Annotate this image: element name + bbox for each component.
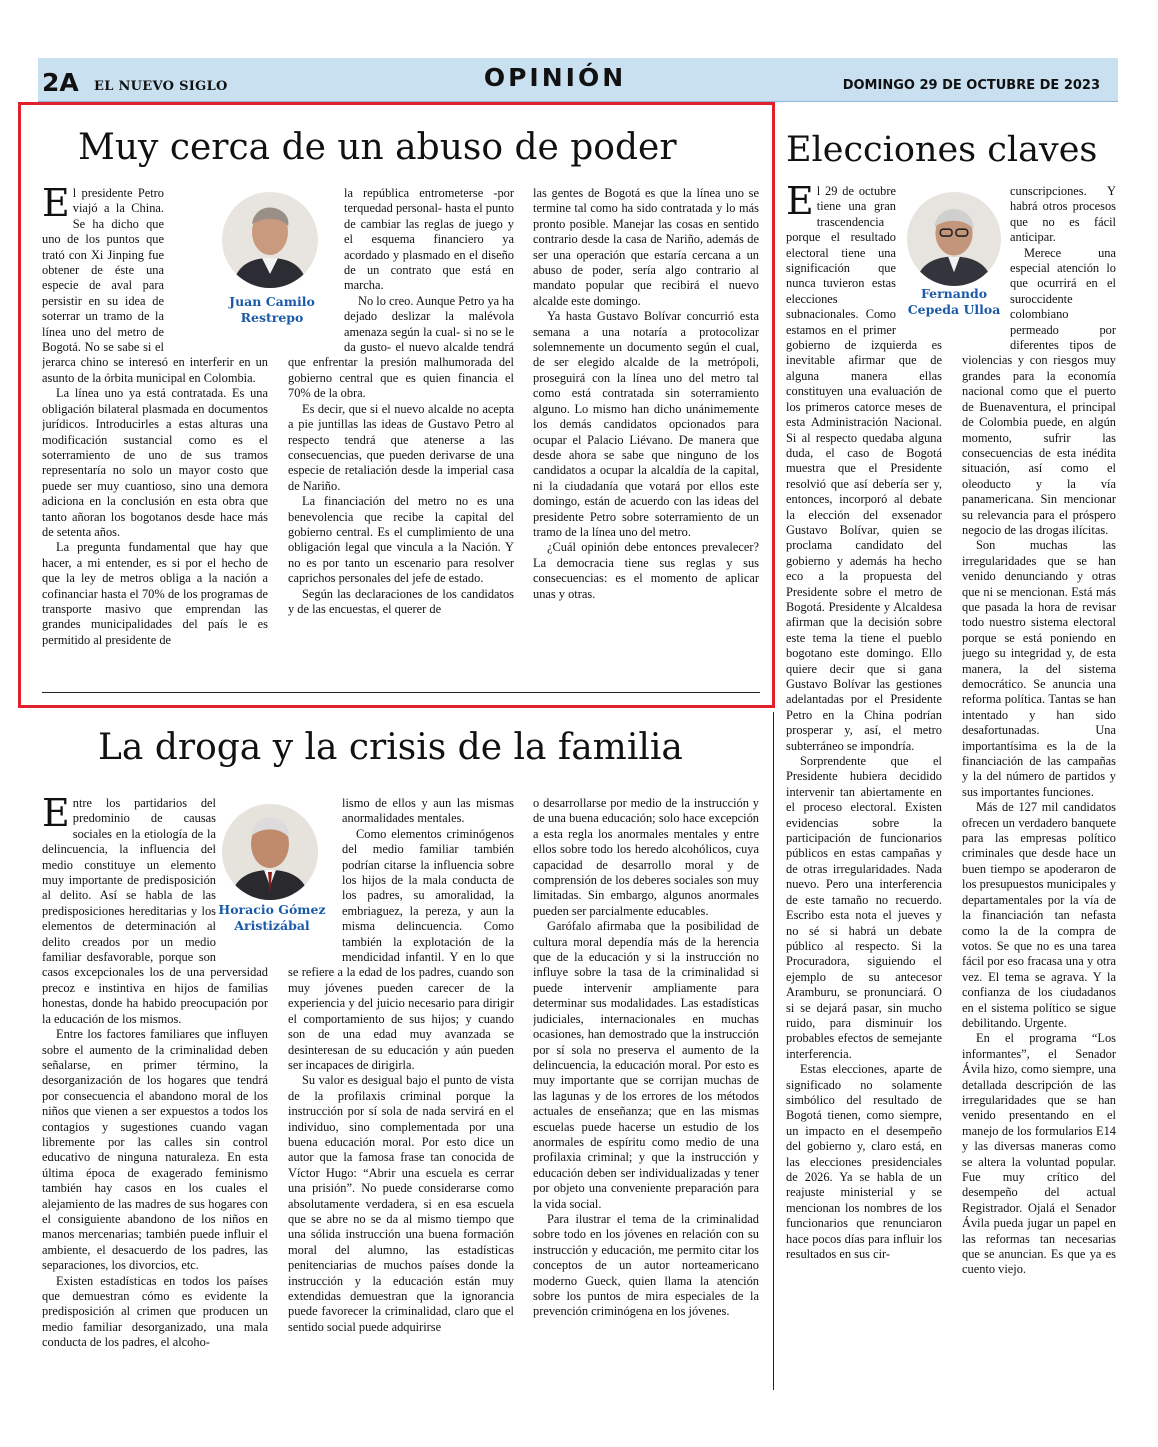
article2-paragraph: Entre los factores familiares que influyen sobre el aumento de la criminalidad deben señalarse, en primer término, la desorganización de los hogares que tendrá por consecuencia el abandono moral de los niños que vienen a ser expuestos a todos los contagios y sugestiones cuando vagan libremente por las calles sin control educativo de ninguna naturaleza. En esta última época de exagerado feminismo también hay casos en los cuales el alejamiento de las madres de sus hogares con el consiguiente abandono de los niños en manos mercenarias; también puede influir el ambiente, el desacuerdo de los padres, las separaciones, los divorcios, etc. (42, 1027, 268, 1273)
article1-column-3 (533, 186, 759, 656)
article1-paragraph: No lo creo. Aunque Petro ya ha dejado deslizar la malévola amenaza según la cual- si no se le da gusto- el nuevo alcalde tendrá que enfrentar la presión malhumorada del gobierno central que es quien financia el 70% de la obra. (288, 293, 514, 401)
article1-paragraph: Ya hasta Gustavo Bolívar concurrió esta semana a una notaría a protocolizar solemnemente un documento según el cual, de ser elegido alcalde de la metrópoli, proseguirá con la línea uno del metro tal como está contratada sin soterramiento alguno. Lo mismo han dicho unánimemente los demás candidatos opcionados para ocupar el Palacio Liévano. De manera que desde ahora se sabe que ninguno de los candidatos a ocupar la alcaldía de la capital, ni la ciudadanía que votará por ellos este domingo, están de acuerdo con las ideas del presidente Petro sobre soterramiento de un tramo de la línea uno del metro. (533, 309, 759, 539)
article2-paragraph: Existen estadísticas en todos los países que demuestran cómo es evidente la predisposición al crimen que producen un medio familiar desorganizado, una mala conducta de los padres, el alcoho- (42, 1273, 268, 1350)
article2-paragraph: Su valor es desigual bajo el punto de vista de la profilaxis criminal porque la instrucción por sí sola de nada servirá en el individuo, sino complementada por una buena educación moral. Por esto dice un autor que la famosa frase tan conocida de Víctor Hugo: “Abrir una escuela es cerrar una prisión”. No puede considerarse como absolutamente verdadera, si en esa escuela que se abre no se da al mismo tiempo que una sólida instrucción una buena formación moral del alumno, las estadísticas penitenciarias de muchos países donde la instrucción y la educación están muy extendidas demuestran que la ignorancia puede favorecer la criminalidad, claro que el sentido social puede adquirirse (288, 1073, 514, 1334)
article3-paragraph: cunscripciones. Y habrá otros procesos que no es fácil anticipar. (1010, 184, 1116, 245)
article1-paragraph: las gentes de Bogotá es que la línea uno se termine tal como ha sido contratada y lo más pronto posible. Manejar las cosas en sentido contrario desde la casa de Nariño, además de ser una operación que estaría cercana a un abuso de poder, sería algo contrario al mandato popular que recibirá el nuevo alcalde este domingo. (533, 186, 759, 308)
section-title: OPINIÓN (483, 63, 627, 92)
article2-column-2 (288, 796, 514, 1386)
article1-title: Muy cerca de un abuso de poder (78, 127, 677, 168)
article1-paragraph: La línea uno ya está contratada. Es una obligación bilateral plasmada en documentos jurídicos. Introducirles a estas alturas una modificación sustancial como es el soterramiento de uno de sus tramos representaría no solo un mayor costo que puede ser muy cuantioso, sino una demora adiciona en la conclusión en esta obra que tanto añoran los bogotanos desde hace más de setenta años. (42, 386, 268, 539)
article3-column-2 (962, 184, 1116, 1390)
article3-paragraph: Merece una especial atención lo que ocurrirá en el suroccidente colombiano permeado por diferentes tipos de violencias y con riesgos muy grandes para la economía nacional como que el puerto de Buenaventura, el principal de Colombia puede, en algún momento, sufrir las consecuencias de esta inédita situación, así como el oleoducto y la vía panamericana. Sin mencionar su relevancia para el próspero negocio de las drogas ilícitas. (962, 245, 1116, 537)
article1-paragraph: La financiación del metro no es una benevolencia que recibe la capital del gobierno central. Es el cumplimiento de una obligación legal que vincula a la Nación. Y no es por tanto un escenario para resolver caprichos personales del jefe de estado. (288, 494, 514, 586)
article1-paragraph: La pregunta fundamental que hay que hacer, a mi entender, es si por el hecho de que la ley de metros obliga a la nación a cofinanciar hasta el 70% de los programas de transporte masivo que emprendan las grandes municipalidades del país le es permitido al presidente de (42, 540, 268, 647)
article1-paragraph: la república entrometerse -por terquedad personal- hasta el punto de cambiar las reglas de juego y el esquema financiero ya acordado y plasmado en el diseño de un contrato que está en marcha. (344, 186, 514, 293)
issue-date: DOMINGO 29 DE OCTUBRE DE 2023 (842, 78, 1100, 93)
article3-paragraph: Sorprendente que el Presidente hubiera decidido intervenir tan abiertamente en el proceso electoral. Existen evidencias sobre la participación de funcionarios públicos en estas campañas y de otras irregularidades. Nada nuevo. Pero una interferencia de este tamaño no recuerdo. Escribo esta nota el jueves y no sé si habrá un debate público al respecto. Si la Procuradora, siguiendo el ejemplo de su antecesor Aramburu, se pronunciará. O si se dejará pasar, sin mucho ruido, para disminuir los probables efectos de semejante interferencia. (786, 754, 942, 1061)
newspaper-name: EL NUEVO SIGLO (94, 79, 228, 94)
article1-paragraph: ¿Cuál opinión debe entonces prevalecer? La democracia tiene sus reglas y sus consecuencias: es el momento de aplicar unas y otras. (533, 540, 759, 601)
drop-cap: E (42, 796, 70, 835)
article1-paragraph: El presidente Petro viajó a la China. Se ha dicho que uno de los puntos que trató con Xi Jinping fue obtener de éste una especie de aval para persistir en su idea de soterrar un tramo de la línea uno del metro de Bogotá. No se sabe si el jerarca chino se interesó en interferir en un asunto de la órbita municipal en Colombia. (42, 186, 268, 385)
article3-paragraph: Son muchas las irregularidades que se han venido denunciando y otras que ni se mencionan. Está más que pasada la hora de revisar todo nuestro sistema electoral porque se está poniendo en juego su integridad y, de esta manera, la del sistema democrático. Se anuncia una reforma política. Tantas se han intentado y han sido desafortunadas. Una importantísima es la de la financiación de las campañas y la del número de partidos y sus importantes funciones. (962, 538, 1116, 799)
article2-paragraph: Como elementos criminógenos del medio familiar también podrían citarse la influencia sobre los hijos de la mala conducta de los padres, su amoralidad, la embriaguez, la pereza, y aun la misma delincuencia. Como también la explotación de la mendicidad infantil. Y en lo que se refiere a la edad de los padres, cuando son muy jóvenes pueden carecer de la experiencia y del juicio necesario para dirigir el comportamiento de sus hijos; y cuando son de una edad muy avanzada se desinteresan de su educación y aún pueden ser incapaces de dirigirla. (288, 826, 514, 1072)
article1-column-1 (42, 186, 268, 656)
article1-author: Juan Camilo Restrepo (229, 294, 315, 325)
article3-paragraph: Estas elecciones, aparte de significado no solamente simbólico del resultado de Bogotá tienen, como siempre, un impacto en el desempeño del gobierno y, claro está, en las elecciones presidenciales de 2026. Ya se habla de un reajuste ministerial y se mencionan los nombres de los funcionarios que renunciaron hace pocos días para influir los resultados en sus cir- (786, 1062, 942, 1262)
article3-paragraph: Más de 127 mil candidatos ofrecen un verdadero banquete para las empresas político criminales que desde hace un buen tiempo se apoderaron de los presupuestos municipales y departamentales por la vía de la financiación tan nefasta como la de la compra de votos. Se que no es una tarea fácil por eso fracasa una y otra vez. El tema se agrava. Y la confianza de los ciudadanos en el sistema político se sigue debilitando. Urgente. (962, 800, 1116, 1030)
article2-paragraph: Para ilustrar el tema de la criminalidad sobre todo en los jóvenes en relación con su instrucción y educación, me permito citar los conceptos de un autor norteamericano moderno Gueck, quien llama la atención sobre los puntos de mira especiales de la prevención criminógena en los jóvenes. (533, 1211, 759, 1319)
article1-paragraph: Es decir, que si el nuevo alcalde no acepta a pie juntillas las ideas de Gustavo Petro al respecto tendrá que atenerse a las consecuencias, que pueden derivarse de una especie de retaliación desde la imperial casa de Nariño. (288, 401, 514, 493)
column-divider (773, 712, 774, 1390)
article3-paragraph: En el programa “Los informantes”, el Senador Ávila hizo, como siempre, una detallada descripción de las irregularidades que se han venido presentando en el manejo de los formularios E14 y las diversas maneras como se altera la voluntad popular. Fue muy crítico del desempeño del actual Registrador. Ojalá el Senador Ávila pueda jugar un papel en las reformas tan necesarias que se anuncian. Es que ya es cuento viejo. (962, 1031, 1116, 1277)
article3-author: Fernando Cepeda Ulloa (907, 286, 1001, 317)
article1-column-2 (288, 186, 514, 656)
drop-cap: E (786, 184, 814, 223)
article3-column-1 (786, 184, 942, 1390)
article2-paragraph: Garófalo afirmaba que la posibilidad de cultura moral dependía más de la herencia que de la educación y si la instrucción no influye sobre la tasa de la criminalidad si puede intervenir ampliamente para determinar sus modalidades. Las estadísticas judiciales, internacionales en muchas ocasiones, han demostrado que la instrucción por sí sola no preserva el aumento de la delincuencia, la educación moral. Por esto es muy importante que se corrijan muchas de las lagunas y de los errores de los métodos actuales de enseñanza; que en las mismas escuelas puede hacerse un estudio de los anormales de espíritu como medio de una profilaxia criminal; y que la instrucción y educación deben ser individualizadas y tener por objeto una conveniente preparación para la vida social. (533, 919, 759, 1211)
article2-author: Horacio Gómez Aristizábal (218, 902, 326, 933)
article2-paragraph: lismo de ellos y aun las mismas anormalidades mentales. (342, 796, 514, 826)
page-number: 2A (42, 68, 79, 97)
article3-paragraph: El 29 de octubre tiene una gran trascendencia porque el resultado electoral tiene una significación que nunca tuvieron estas elecciones subnacionales. Como estamos en el primer gobierno de izquierda es inevitable afirmar que de alguna manera ellas constituyen una evaluación de los primeros catorce meses de esta Administración Nacional. Si al respecto quedaba alguna duda, el caso de Bogotá muestra que el Presidente resolvió que así debería ser y, entonces, incorporó al debate la elección del exsenador Gustavo Bolívar, quien se proclama candidato del gobierno y además ha hecho eco a la propuesta del Presidente sobre el metro de Bogotá. Presidente y Alcaldesa afirman que la decisión sobre este tema la tiene el pueblo bogotano este domingo. Ello quiere decir que si gana Gustavo Bolívar las gestiones adelantadas por el Presidente Petro en la China podrían prosperar y, así, el metro subterráneo se impondría. (786, 184, 942, 753)
article2-paragraph: o desarrollarse por medio de la instrucción y de una buena educación; solo hace excepción a esta regla los anormales mentales y entre ellos sobre todo los heredo alcohólicos, cuya capacidad de desarrollo moral y de comprensión de los deberes sociales son muy limitadas. Sin embargo, algunos anormales pueden ser parcialmente educables. (533, 796, 759, 918)
drop-cap: E (42, 186, 70, 225)
article2-paragraph: Entre los partidarios del predominio de causas sociales en la etiología de la delincuencia, la influencia del medio constituye un elemento muy importante de predisposición al delito. Así se habla de las predisposiciones hereditarias y los elementos de determinación al delito creados por un medio familiar desfavorable, porque son casos excepcionales los de una perversidad precoz e instintiva en hijos de familias honestas, donde ha habido preocupación por la educación de los mismos. (42, 796, 268, 1026)
article2-column-1 (42, 796, 268, 1386)
section-divider (42, 692, 760, 693)
article2-column-3 (533, 796, 759, 1386)
article3-title: Elecciones claves (786, 130, 1098, 170)
article2-title: La droga y la crisis de la familia (98, 727, 683, 768)
article1-paragraph: Según las declaraciones de los candidatos y de las encuestas, el querer de (288, 586, 514, 616)
